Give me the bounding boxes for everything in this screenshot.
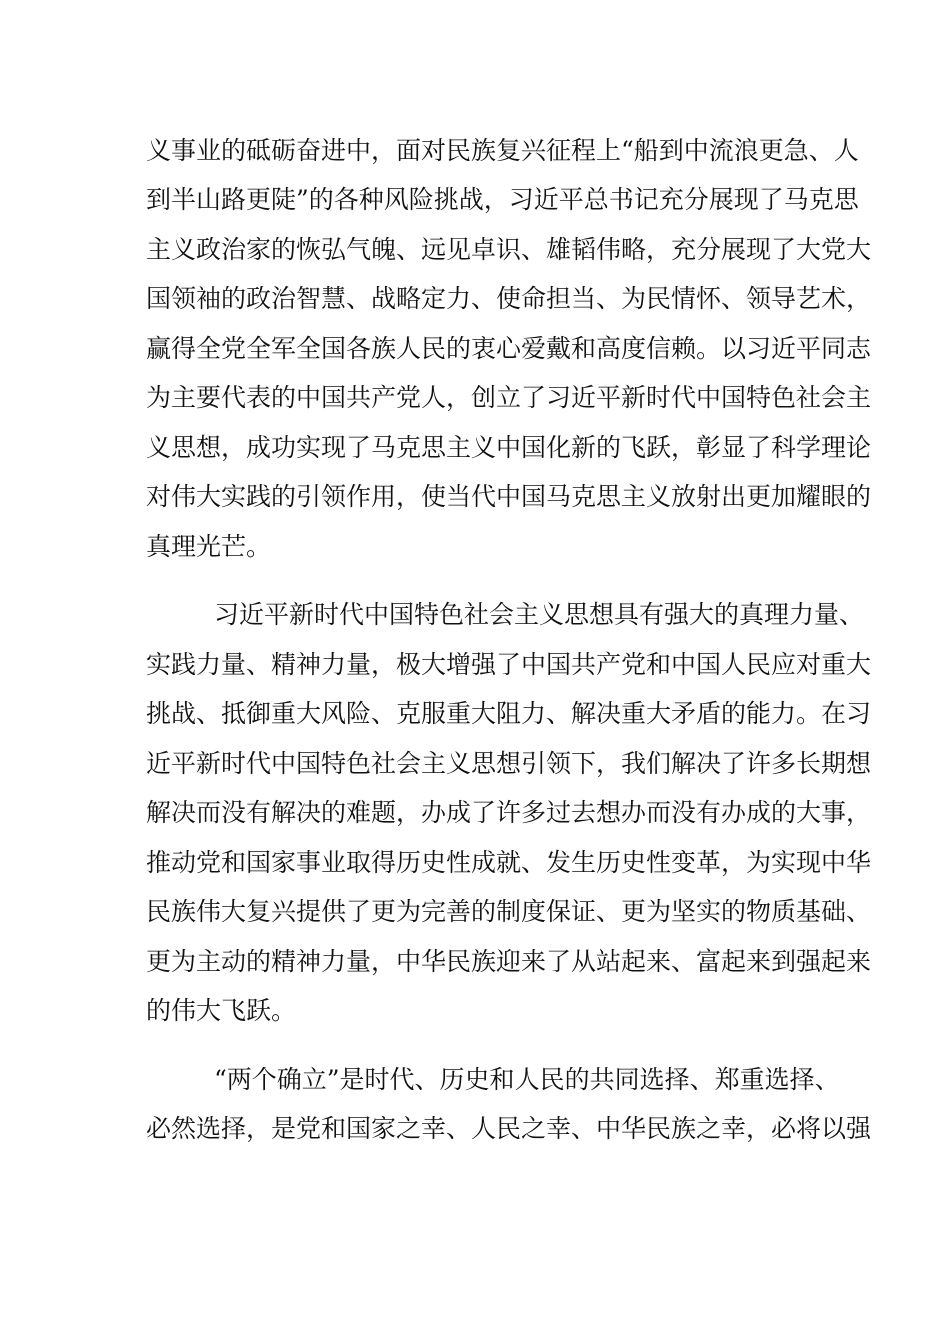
paragraph-1-line-6: 为主要代表的中国共产党人，创立了习近平新时代中国特色社会主 bbox=[146, 383, 872, 412]
paragraph-2-line-6: 推动党和国家事业取得历史性成就、发生历史性变革，为实现中华 bbox=[146, 848, 872, 877]
paragraph-1-line-7: 义思想，成功实现了马克思主义中国化新的飞跃，彰显了科学理论 bbox=[146, 433, 872, 462]
paragraph-1-line-1: 义事业的砥砺奋进中，面对民族复兴征程上“船到中流浪更急、人 bbox=[146, 136, 859, 165]
paragraph-3-line-1: “两个确立”是时代、历史和人民的共同选择、郑重选择、 bbox=[214, 1065, 840, 1094]
paragraph-2-line-8: 更为主动的精神力量，中华民族迎来了从站起来、富起来到强起来 bbox=[146, 947, 872, 976]
paragraph-2-line-4: 近平新时代中国特色社会主义思想引领下，我们解决了许多长期想 bbox=[146, 749, 872, 778]
paragraph-2-line-5: 解决而没有解决的难题，办成了许多过去想办而没有办成的大事， bbox=[146, 798, 872, 827]
paragraph-1-line-5: 赢得全党全军全国各族人民的衷心爱戴和高度信赖。以习近平同志 bbox=[146, 334, 872, 363]
paragraph-2-line-2: 实践力量、精神力量，极大增强了中国共产党和中国人民应对重大 bbox=[146, 650, 872, 679]
paragraph-2-line-1: 习近平新时代中国特色社会主义思想具有强大的真理力量、 bbox=[214, 600, 865, 629]
paragraph-1-line-2: 到半山路更陡”的各种风险挑战，习近平总书记充分展现了马克思 bbox=[146, 185, 859, 214]
paragraph-2-line-7: 民族伟大复兴提供了更为完善的制度保证、更为坚实的物质基础、 bbox=[146, 897, 872, 926]
paragraph-1-line-8: 对伟大实践的引领作用，使当代中国马克思主义放射出更加耀眼的 bbox=[146, 482, 872, 511]
paragraph-1-line-3: 主义政治家的恢弘气魄、远见卓识、雄韬伟略，充分展现了大党大 bbox=[146, 235, 872, 264]
paragraph-3-line-2: 必然选择，是党和国家之幸、人民之幸、中华民族之幸，必将以强 bbox=[146, 1114, 872, 1143]
paragraph-1-line-4: 国领袖的政治智慧、战略定力、使命担当、为民情怀、领导艺术， bbox=[146, 284, 872, 313]
paragraph-2-line-3: 挑战、抵御重大风险、克服重大阻力、解决重大矛盾的能力。在习 bbox=[146, 699, 872, 728]
paragraph-2-line-9: 的伟大飞跃。 bbox=[146, 996, 297, 1025]
paragraph-1-line-9: 真理光芒。 bbox=[146, 532, 272, 561]
